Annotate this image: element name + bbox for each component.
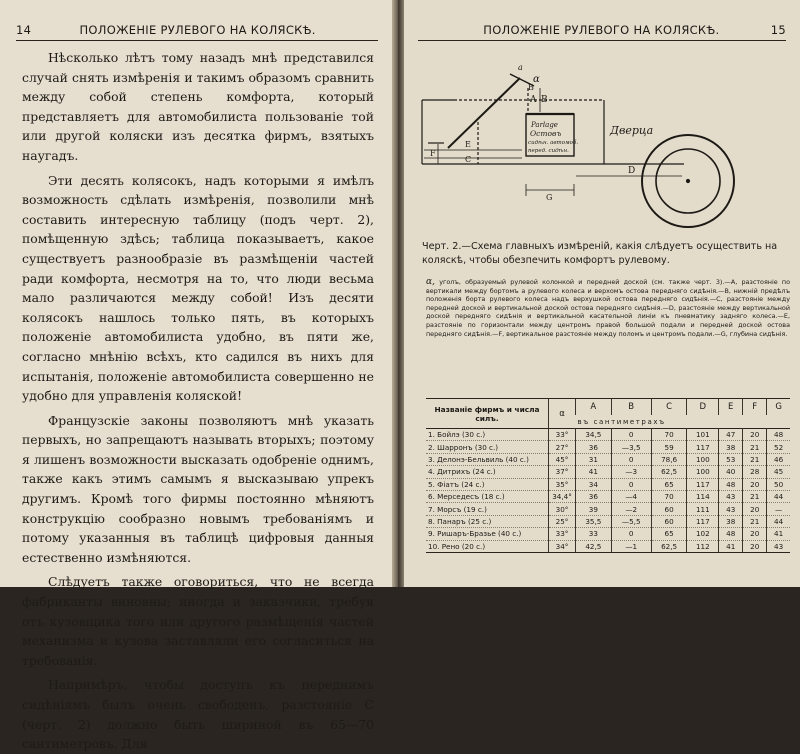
d-cell: 117: [687, 478, 719, 490]
a-cell: 33: [576, 528, 612, 540]
legend-text: уголъ, образуемый рулевой колонкой и передней доской (см. также черт. 3).—A, разстояніе по вертикали между бортомъ а рулевого колеса и верхомъ остова передняго сидѣнія.—B, нижній предѣлъ положенія борта рулевого колеса надъ верхушкой остова передняго сидѣнія.—C, разстояніе между передней доской и вертикальной доской остова передняго сидѣнія.—D, разстояніе между вертикальной доской передняго сидѣнія и вертикальной касательной линіи къ пневматику задняго колеса.—E, разстояніе по горизонтали между центромъ правой большой подали и передней доской остова передняго сидѣнія.—F, вертикальное разстояніе между поломъ и центромъ подали.—G, глубина сидѣнія.: [426, 278, 790, 338]
f-cell: 28: [743, 466, 767, 478]
a-cell: 42,5: [576, 540, 612, 552]
d-cell: 101: [687, 429, 719, 441]
d-cell: 100: [687, 453, 719, 465]
c-cell: 70: [651, 490, 687, 502]
f-cell: 20: [743, 478, 767, 490]
header-a: A: [576, 399, 612, 416]
firm-cell: 10. Рено (20 с.): [426, 540, 549, 552]
firm-cell: 8. Панаръ (25 с.): [426, 515, 549, 527]
e-cell: 38: [719, 515, 743, 527]
table-row: [426, 453, 790, 465]
firm-cell: 5. Фіатъ (24 с.): [426, 478, 549, 490]
e-cell: 47: [719, 429, 743, 441]
d-cell: 100: [687, 466, 719, 478]
table-row: [426, 441, 790, 453]
a-cell: 39: [576, 503, 612, 515]
seat-label-4: перед. сидѣн.: [528, 148, 569, 154]
header-g: G: [767, 399, 790, 416]
d-cell: 111: [687, 503, 719, 515]
a-cell: 36: [576, 441, 612, 453]
c-cell: 65: [651, 528, 687, 540]
firm-cell: 7. Морсъ (19 с.): [426, 503, 549, 515]
caption-text: Черт. 2.—Схема главныхъ измѣреній, какія слѣдуетъ осуществить на коляскѣ, чтобы обезпечить комфортъ рулевому.: [422, 241, 778, 266]
c-cell: 65: [651, 478, 687, 490]
table-row: [426, 429, 790, 441]
d-cell: 117: [687, 441, 719, 453]
g-cell: 45: [767, 466, 790, 478]
e-cell: 48: [719, 478, 743, 490]
alpha-cell: 33°: [549, 429, 576, 441]
left-page-number: 14: [16, 23, 32, 37]
label-f: F: [430, 149, 436, 158]
alpha-cell: 33°: [549, 528, 576, 540]
e-cell: 48: [719, 528, 743, 540]
paragraph: Французскіе законы позволяютъ мнѣ указать первыхъ, но запрещаютъ называть вторыхъ; поэтому я лишенъ возможности высказать одобреніе однимъ, также какъ этимъ самымъ я высказываю упрекъ другимъ. Кромѣ того фирмы постоянно мѣняютъ конструкцію сообразно новымъ требованіямъ и потому указанныя въ таблицѣ цифровыя данныя естественно измѣняются.: [22, 412, 374, 565]
a-cell: 34,5: [576, 429, 612, 441]
header-alpha: α: [549, 399, 576, 429]
g-cell: 50: [767, 478, 790, 490]
d-cell: 112: [687, 540, 719, 552]
diagram-svg: [418, 48, 790, 236]
seat-label-3: сидѣн. автомоб.: [528, 140, 579, 146]
alpha-cell: 37°: [549, 466, 576, 478]
table-row: [426, 490, 790, 502]
e-cell: 41: [719, 540, 743, 552]
figure-legend: [426, 278, 790, 338]
paragraph: Эти десять колясокъ, надъ которыми я имѣлъ возможность сдѣлать измѣренія, позволили мнѣ составить интересную таблицу (подъ черт. 2), помѣщенную здѣсь; таблица показываетъ, какое существуетъ разнообразіе въ размѣщеніи частей ради комфорта, несмотря на то, что люди весьма мало различаются между собой! Изъ десяти колясокъ нашлось только пять, въ которыхъ положеніе автомобилиста удобно, въ пяти же, согласно мнѣнію всѣхъ, кто садился въ нихъ для испытанія, положеніе автомобилиста совершенно не удобно для управленія коляской!: [22, 172, 374, 404]
c-cell: 60: [651, 503, 687, 515]
steering-column: [448, 78, 520, 148]
b-cell: —2: [611, 503, 651, 515]
label-g: G: [546, 193, 553, 202]
c-cell: 78,6: [651, 453, 687, 465]
b-cell: 0: [611, 453, 651, 465]
f-cell: 21: [743, 490, 767, 502]
firm-cell: 9. Ришаръ-Бразье (40 с.): [426, 528, 549, 540]
header-e: E: [719, 399, 743, 416]
f-cell: 20: [743, 503, 767, 515]
a-cell: 35,5: [576, 515, 612, 527]
firm-cell: 1. Бойлэ (30 с.): [426, 429, 549, 441]
b-cell: 0: [611, 478, 651, 490]
c-cell: 70: [651, 429, 687, 441]
figure-caption: [422, 240, 790, 267]
firm-cell: 4. Дитрихъ (24 с.): [426, 466, 549, 478]
measurement-diagram: [418, 48, 790, 236]
b-cell: —3: [611, 466, 651, 478]
e-cell: 53: [719, 453, 743, 465]
paragraph: Напримѣръ, чтобы доступъ къ переднимъ сидѣніямъ былъ очень свободенъ, разстояніе С (черт. 2) должно быть шириной въ 65—70 сантиметровъ. Для: [22, 677, 374, 752]
f-cell: 21: [743, 441, 767, 453]
firm-cell: 6. Мерседесъ (18 с.): [426, 490, 549, 502]
alpha-cell: 34,4°: [549, 490, 576, 502]
label-e: E: [465, 140, 471, 149]
table-body: [426, 429, 790, 553]
label-a-small: a: [518, 63, 523, 72]
f-cell: 20: [743, 540, 767, 552]
label-b-small: B: [528, 83, 534, 92]
table-row: [426, 478, 790, 490]
g-cell: 44: [767, 490, 790, 502]
b-cell: 0: [611, 528, 651, 540]
b-cell: —3,5: [611, 441, 651, 453]
table-row: [426, 528, 790, 540]
header-units: въ сантиметрахъ: [577, 417, 666, 426]
e-cell: 40: [719, 466, 743, 478]
firm-cell: 2. Шарронъ (30 с.): [426, 441, 549, 453]
measurement-table: [426, 398, 790, 553]
header-f: F: [743, 399, 767, 416]
f-cell: 20: [743, 528, 767, 540]
book-gutter: [392, 0, 404, 587]
label-c: C: [465, 155, 472, 164]
left-running-title: ПОЛОЖЕНІЕ РУЛЕВОГО НА КОЛЯСКѢ.: [79, 23, 316, 37]
paragraph: Слѣдуетъ также оговориться, что не всегда фабриканты виновны; иногда и заказчики, требуя отъ кузовщика того или другого размѣщенія частей механизма и кузова заставляли его согласиться на требованія.: [22, 574, 374, 668]
alpha-cell: 30°: [549, 503, 576, 515]
table-row: [426, 515, 790, 527]
c-cell: 62,5: [651, 540, 687, 552]
f-cell: 21: [743, 515, 767, 527]
header-b: B: [611, 399, 651, 416]
b-cell: 0: [611, 429, 651, 441]
door-label: Дверца: [610, 124, 654, 137]
alpha-cell: 35°: [549, 478, 576, 490]
c-cell: 60: [651, 515, 687, 527]
alpha-cell: 34°: [549, 540, 576, 552]
firm-cell: 3. Делонэ-Бельвиль (40 с.): [426, 453, 549, 465]
a-cell: 34: [576, 478, 612, 490]
g-cell: 48: [767, 429, 790, 441]
c-cell: 59: [651, 441, 687, 453]
d-cell: 102: [687, 528, 719, 540]
label-alpha: α: [533, 74, 540, 85]
f-cell: 21: [743, 453, 767, 465]
a-cell: 41: [576, 466, 612, 478]
b-cell: —1: [611, 540, 651, 552]
paragraph: Нѣсколько лѣтъ тому назадъ мнѣ представился случай снять измѣренія и такимъ образомъ сравнить между собой степень комфорта, который представляетъ для автомобилиста пользованіе той или другой коляски изъ десятка фирмъ, взятыхъ наугадъ.: [22, 50, 374, 163]
right-page: [404, 0, 800, 587]
d-cell: 117: [687, 515, 719, 527]
g-cell: —: [767, 503, 790, 515]
a-cell: 31: [576, 453, 612, 465]
g-cell: 43: [767, 540, 790, 552]
c-cell: 62,5: [651, 466, 687, 478]
right-page-number: 15: [770, 23, 786, 37]
g-cell: 46: [767, 453, 790, 465]
header-c: C: [651, 399, 687, 416]
right-running-title: ПОЛОЖЕНІЕ РУЛЕВОГО НА КОЛЯСКѢ.: [483, 23, 720, 37]
e-cell: 38: [719, 441, 743, 453]
f-cell: 20: [743, 429, 767, 441]
g-cell: 41: [767, 528, 790, 540]
left-page: [0, 0, 392, 752]
e-cell: 43: [719, 490, 743, 502]
a-cell: 36: [576, 490, 612, 502]
table-header-row: [426, 399, 790, 416]
d-cell: 114: [687, 490, 719, 502]
g-cell: 44: [767, 515, 790, 527]
left-body-text: [22, 48, 374, 754]
e-cell: 43: [719, 503, 743, 515]
alpha-cell: 25°: [549, 515, 576, 527]
alpha-cell: 45°: [549, 453, 576, 465]
b-cell: —5,5: [611, 515, 651, 527]
table-row: [426, 466, 790, 478]
left-running-head: [16, 20, 378, 41]
seat-label-1: Parlage: [531, 121, 558, 129]
header-firm: Названіе фирмъ и числа силъ.: [426, 399, 549, 429]
g-cell: 52: [767, 441, 790, 453]
label-d: D: [628, 166, 636, 176]
seat-label-2: Остовъ: [530, 129, 562, 138]
alpha-cell: 27°: [549, 441, 576, 453]
right-running-head: [418, 20, 786, 41]
label-a: A: [530, 95, 537, 105]
table-row: [426, 540, 790, 552]
label-b: B: [541, 95, 548, 105]
table-row: [426, 503, 790, 515]
header-d: D: [687, 399, 719, 416]
legend-symbol: α,: [426, 277, 435, 287]
b-cell: —4: [611, 490, 651, 502]
